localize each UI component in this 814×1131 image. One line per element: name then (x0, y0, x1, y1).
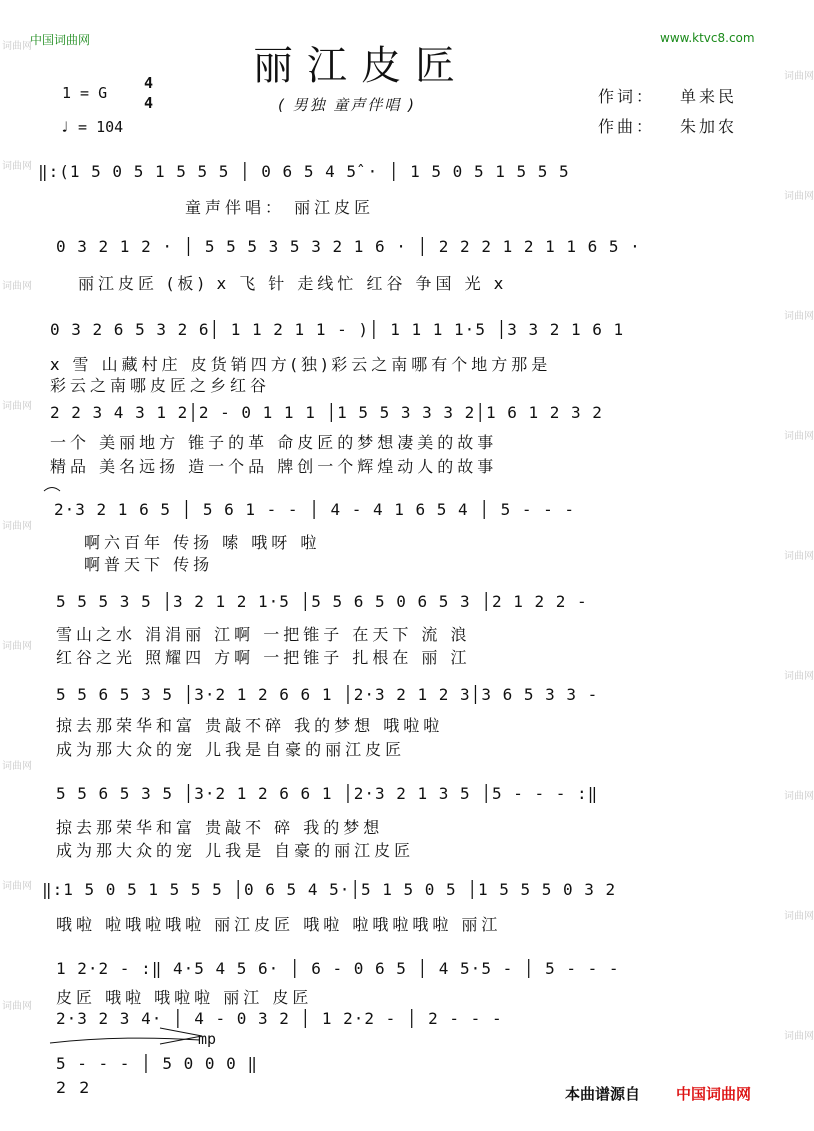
score-line-3-lyrics-2: 彩云之南哪皮匠之乡红谷 (50, 376, 271, 395)
score-line-4-lyrics-2: 精品 美名远扬 造一个品 牌创一个辉煌动人的故事 (50, 457, 498, 476)
watermark-left-3: 词曲网 (2, 281, 32, 292)
score-line-5-notes: 2·3 2 1 6 5 │ 5 6 1 - - │ 4 - 4 1 6 5 4 │ 5 - - - (54, 500, 576, 519)
watermark-right-7: 词曲网 (784, 791, 814, 802)
score-line-1-lyrics: 童声伴唱： 丽江皮匠 (185, 198, 375, 217)
watermark-right-4: 词曲网 (784, 431, 814, 442)
footer-source-label: 本曲谱源自 (565, 1085, 641, 1103)
score-line-7-notes: 5 5 6 5 3 5 │3·2 1 2 6 6 1 │2·3 2 1 2 3│3 6 5 3 3 - (56, 685, 599, 704)
lyricist-label: 作词： (598, 87, 656, 106)
watermark-left-2: 词曲网 (2, 161, 32, 172)
key-signature: 1 = G (62, 84, 108, 102)
score-line-9-notes: ‖:1 5 0 5 1 5 5 5 │0 6 5 4 5·│5 1 5 0 5 │1 5 5 5 0 3 2 (42, 880, 617, 899)
score-line-4-notes: 2 2 3 4 3 1 2│2 - 0 1 1 1 │1 5 5 3 3 3 2│1 6 1 2 3 2 (50, 403, 603, 422)
time-signature-top: 4 (144, 74, 154, 92)
watermark-right-9: 词曲网 (784, 1031, 814, 1042)
score-line-11-notes: 2·3 2 3 4· │ 4 - 0 3 2 │ 1 2·2 - │ 2 - - - (56, 1009, 503, 1028)
score-line-3-notes: 0 3 2 6 5 3 2 6│ 1 1 2 1 1 - )│ 1 1 1 1·5 │3 3 2 1 6 1 (50, 320, 625, 339)
watermark-left-9: 词曲网 (2, 1001, 32, 1012)
score-line-3-lyrics-1: x 雪 山藏村庄 皮货销四方(独)彩云之南哪有个地方那是 (50, 355, 552, 374)
score-line-12-notes: 5 - - - │ 5 0 0 0 ‖ (56, 1054, 259, 1073)
time-signature-bottom: 4 (144, 94, 154, 112)
site-url-right: www.ktvc8.com (660, 31, 755, 45)
lyricist-name: 单来民 (680, 87, 738, 106)
score-line-2-notes: 0 3 2 1 2 · │ 5 5 5 3 5 3 2 1 6 · │ 2 2 2 1 2 1 1 6 5 · (56, 237, 641, 256)
score-line-2-lyrics: 丽江皮匠 (板) x 飞 针 走线忙 红谷 争国 光 x (78, 274, 508, 293)
watermark-left-8: 词曲网 (2, 881, 32, 892)
watermark-right-6: 词曲网 (784, 671, 814, 682)
score-line-12-lyrics: 2 2 (56, 1078, 94, 1097)
score-line-8-lyrics-1: 掠去那荣华和富 贵敲不 碎 我的梦想 (56, 818, 384, 837)
watermark-left-7: 词曲网 (2, 761, 32, 772)
slur-mark (50, 1038, 200, 1043)
watermark-right-3: 词曲网 (784, 311, 814, 322)
score-line-5-lyrics-1: 啊六百年 传扬 嗦 哦呀 啦 (84, 533, 321, 552)
score-line-7-lyrics-1: 掠去那荣华和富 贵敲不碎 我的梦想 哦啦啦 (56, 716, 444, 735)
watermark-right-5: 词曲网 (784, 551, 814, 562)
score-line-10-notes: 1 2·2 - :‖ 4·5 4 5 6· │ 6 - 0 6 5 │ 4 5·5 - │ 5 - - - (56, 959, 620, 978)
watermark-right-8: 词曲网 (784, 911, 814, 922)
composer-name: 朱加农 (680, 117, 738, 136)
score-line-5-lyrics-2: 啊普天下 传扬 (84, 555, 214, 574)
score-line-6-lyrics-1: 雪山之水 涓涓丽 江啊 一把锥子 在天下 流 浪 (56, 625, 471, 644)
crescendo-mark (160, 1028, 202, 1044)
song-title: 丽江皮匠 (253, 43, 469, 89)
watermark-left-6: 词曲网 (2, 641, 32, 652)
watermark-left-5: 词曲网 (2, 521, 32, 532)
score-line-8-notes: 5 5 6 5 3 5 │3·2 1 2 6 6 1 │2·3 2 1 3 5 │5 - - - :‖ (56, 784, 599, 803)
dynamic-marking: mp (198, 1030, 217, 1048)
score-line-4-lyrics-1: 一个 美丽地方 锥子的革 命皮匠的梦想凄美的故事 (50, 433, 498, 452)
watermark-left-1: 词曲网 (2, 41, 32, 52)
footer-source-link[interactable]: 中国词曲网 (676, 1085, 752, 1103)
watermark-right-2: 词曲网 (784, 191, 814, 202)
score-line-8-lyrics-2: 成为那大众的宠 儿我是 自豪的丽江皮匠 (56, 841, 415, 860)
tie-mark (44, 488, 60, 492)
site-name-left: 中国词曲网 (30, 33, 91, 47)
tempo-marking: ♩ = 104 (60, 118, 124, 136)
score-line-10-lyrics: 皮匠 哦啦 哦啦啦 丽江 皮匠 (56, 988, 313, 1007)
song-subtitle: ( 男独 童声伴唱 ) (278, 96, 417, 114)
score-line-1-notes: ‖:(1 5 0 5 1 5 5 5 │ 0 6 5 4 5̂ · │ 1 5 0 5 1 5 5 5 (38, 162, 570, 181)
composer-label: 作曲： (598, 117, 656, 136)
score-line-9-lyrics: 哦啦 啦哦啦哦啦 丽江皮匠 哦啦 啦哦啦哦啦 丽江 (56, 915, 502, 934)
score-line-6-notes: 5 5 5 3 5 │3 2 1 2 1·5 │5 5 6 5 0 6 5 3 │2 1 2 2 - (56, 592, 588, 611)
watermark-left-4: 词曲网 (2, 401, 32, 412)
score-line-6-lyrics-2: 红谷之光 照耀四 方啊 一把锥子 扎根在 丽 江 (56, 648, 471, 667)
watermark-right-1: 词曲网 (784, 71, 814, 82)
score-line-7-lyrics-2: 成为那大众的宠 儿我是自豪的丽江皮匠 (56, 740, 406, 759)
